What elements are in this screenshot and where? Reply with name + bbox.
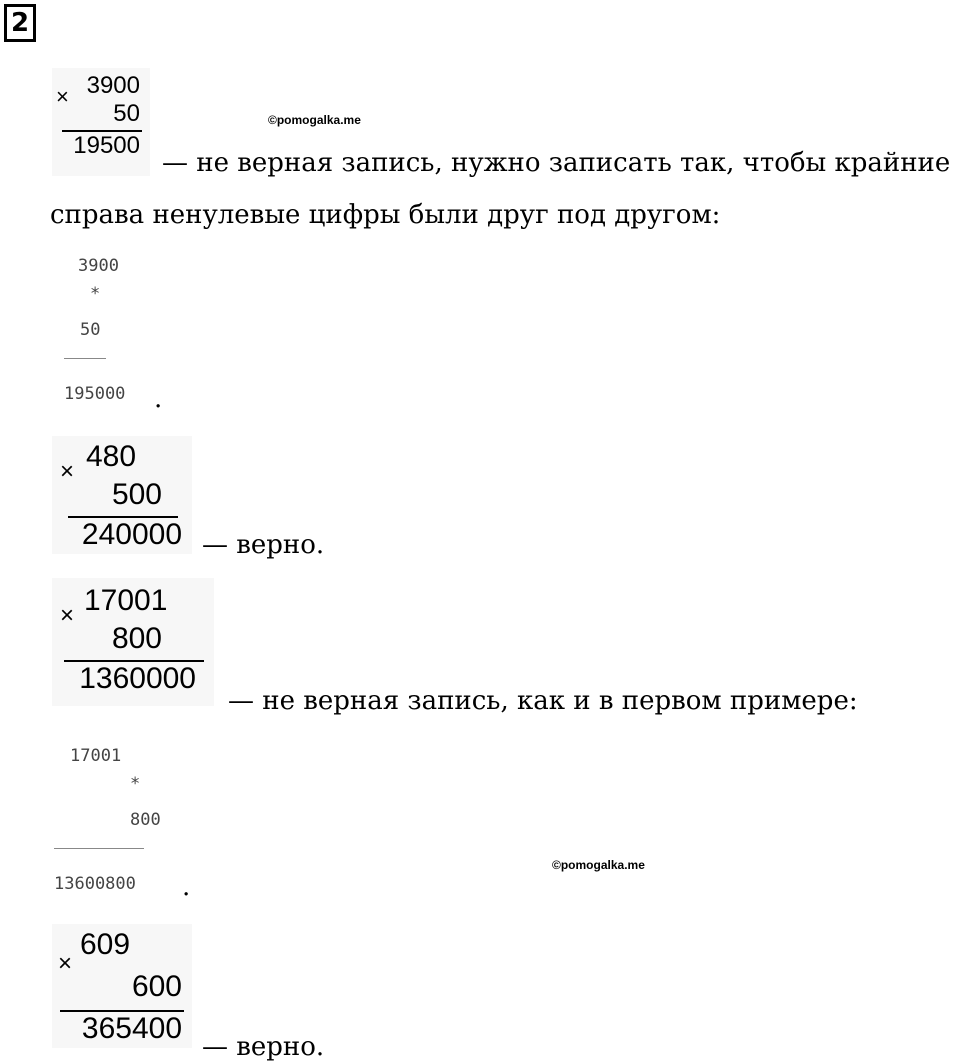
watermark: ©pomogalka.me: [268, 113, 361, 127]
period: .: [182, 872, 191, 902]
comment-line-2: справа ненулевые цифры были друг под другом:: [50, 200, 721, 230]
times-sign: ×: [60, 458, 75, 485]
comment: — не верная запись, как и в первом примере:: [228, 686, 858, 716]
result-line: [54, 848, 144, 849]
multiplier: 800: [130, 810, 161, 830]
result-line: [64, 358, 106, 359]
period: .: [154, 384, 163, 414]
watermark: ©pomogalka.me: [552, 858, 645, 872]
task-number: 2: [4, 4, 36, 42]
multiplier: 500: [111, 478, 162, 511]
asterisk-sign: *: [90, 284, 101, 304]
multiplication-example-1: [52, 68, 150, 176]
multiplication-example-2: [52, 436, 192, 554]
multiplicand: 17001: [84, 584, 168, 617]
multiplier: 800: [111, 622, 162, 655]
result: 1360000: [79, 662, 196, 695]
result: 13600800: [54, 874, 136, 894]
comment-line-1: — не верная запись, нужно записать так, чтобы крайние: [162, 148, 951, 178]
result: 240000: [81, 518, 182, 551]
comment: — верно.: [202, 1032, 325, 1062]
comment: — верно.: [202, 530, 325, 560]
multiplicand: 17001: [70, 746, 122, 766]
result: 365400: [81, 1012, 182, 1045]
multiplier: 50: [113, 100, 140, 127]
times-sign: ×: [56, 84, 69, 109]
multiplier: 50: [80, 320, 101, 340]
multiplicand: 3900: [78, 256, 119, 276]
asterisk-sign: *: [130, 774, 141, 794]
multiplicand: 480: [86, 440, 137, 473]
correct-form-3: [52, 740, 192, 900]
times-sign: ×: [58, 950, 73, 977]
times-sign: ×: [60, 602, 75, 629]
result: 195000: [64, 384, 126, 404]
result: 19500: [73, 132, 140, 159]
multiplicand: 3900: [86, 72, 140, 99]
multiplication-example-4: [52, 924, 192, 1048]
multiplicand: 609: [80, 928, 131, 961]
multiplication-example-3: [52, 578, 214, 706]
multiplier: 600: [131, 970, 182, 1003]
